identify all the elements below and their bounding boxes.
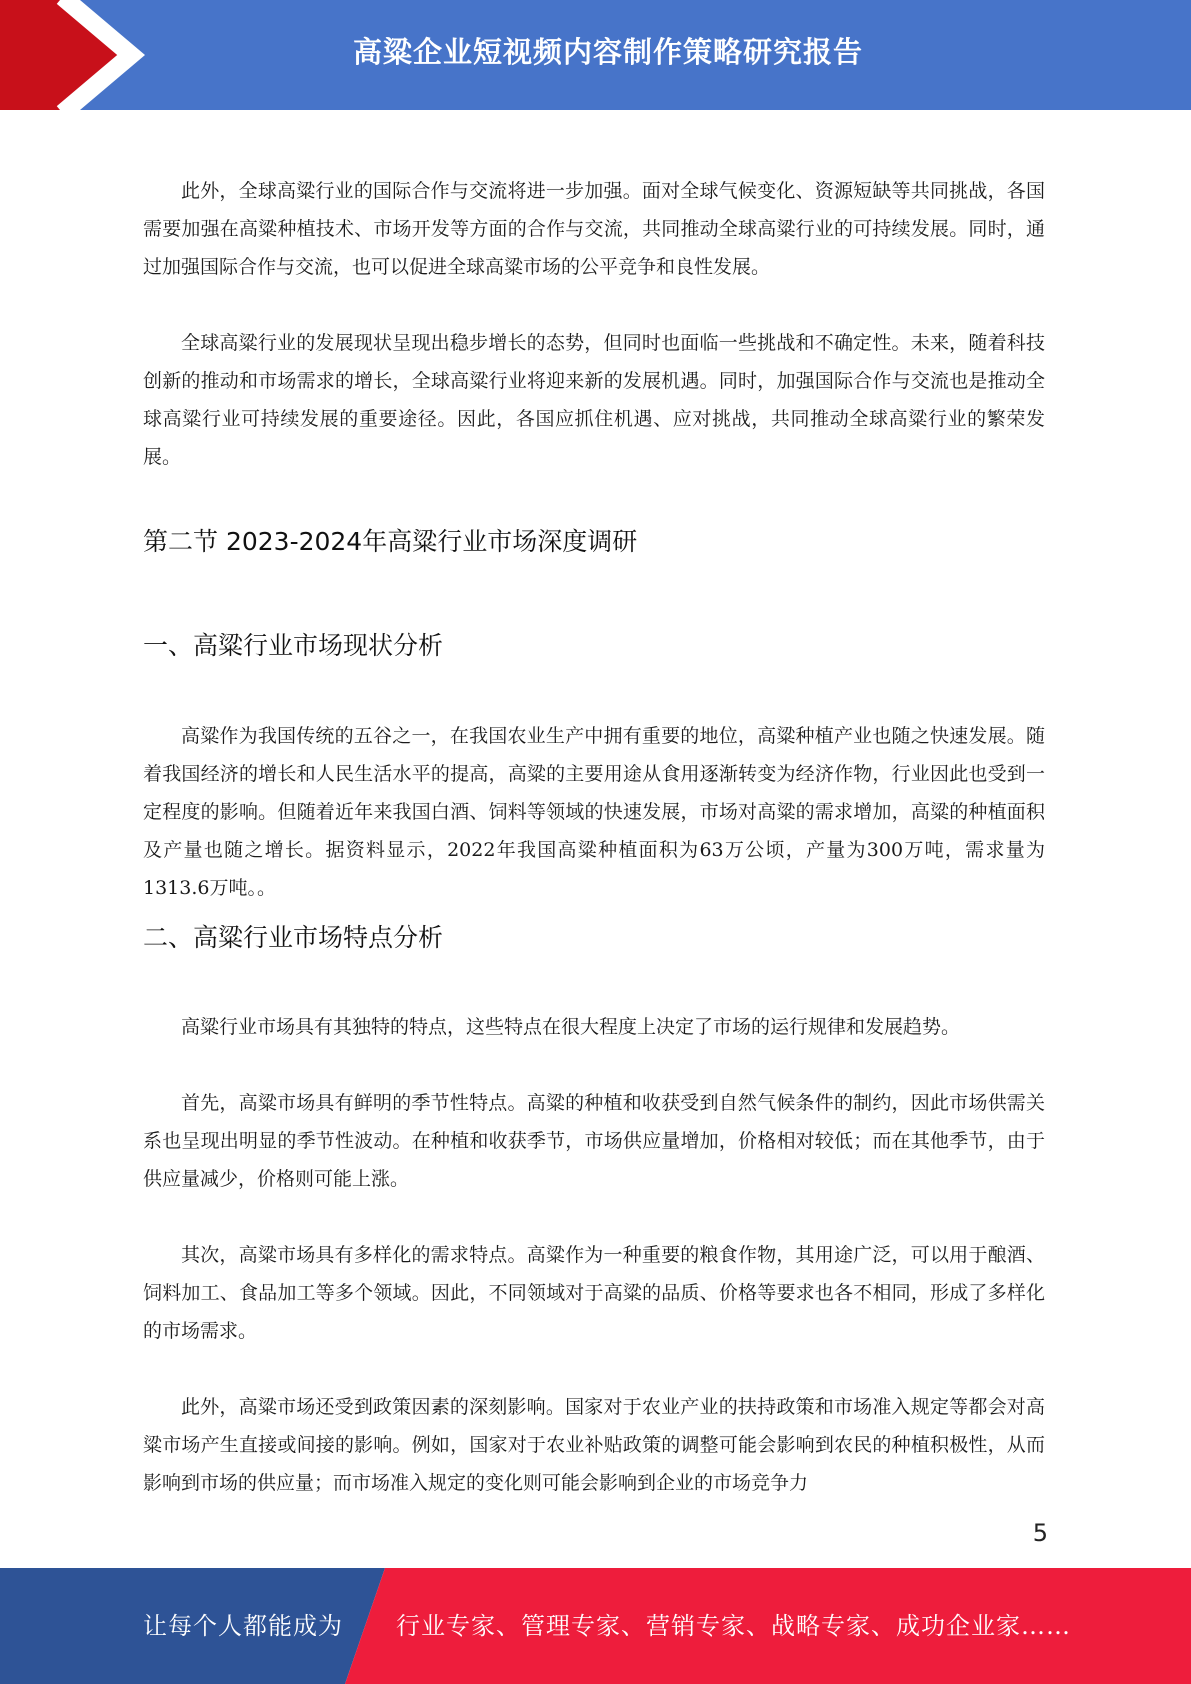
footer-slogan-right: 行业专家、管理专家、营销专家、战略专家、成功企业家…… [396, 1612, 1071, 1640]
page-footer [0, 1568, 1191, 1684]
paragraph-seasonality: 首先，高粱市场具有鲜明的季节性特点。高粱的种植和收获受到自然气候条件的制约，因此市场供需关系也呈现出明显的季节性波动。在种植和收获季节，市场供应量增加，价格相对较低；而在其他季节，由于供应量减少，价格则可能上涨。 [143, 1092, 1045, 1190]
paragraph-international-cooperation: 此外，全球高粱行业的国际合作与交流将进一步加强。面对全球气候变化、资源短缺等共同挑战，各国需要加强在高粱种植技术、市场开发等方面的合作与交流，共同推动全球高粱行业的可持续发展。同时，通过加强国际合作与交流，也可以促进全球高粱市场的公平竞争和良性发展。 [143, 180, 1045, 278]
footer-slogan-left: 让每个人都能成为 [143, 1612, 343, 1640]
report-title: 高粱企业短视频内容制作策略研究报告 [352, 34, 863, 69]
paragraph-policy-influence: 此外，高粱市场还受到政策因素的深刻影响。国家对于农业产业的扶持政策和市场准入规定等都会对高粱市场产生直接或间接的影响。例如，国家对于农业补贴政策的调整可能会影响到农民的种植积极性，从而影响到市场的供应量；而市场准入规定的变化则可能会影响到企业的市场竞争力 [143, 1396, 1045, 1494]
paragraph-global-status: 全球高粱行业的发展现状呈现出稳步增长的态势，但同时也面临一些挑战和不确定性。未来，随着科技创新的推动和市场需求的增长，全球高粱行业将迎来新的发展机遇。同时，加强国际合作与交流也是推动全球高粱行业可持续发展的重要途径。因此，各国应抓住机遇、应对挑战，共同推动全球高粱行业的繁荣发展。 [143, 332, 1045, 468]
paragraph-diverse-demand: 其次，高粱市场具有多样化的需求特点。高粱作为一种重要的粮食作物，其用途广泛，可以用于酿酒、饲料加工、食品加工等多个领域。因此，不同领域对于高粱的品质、价格等要求也各不相同，形成了多样化的市场需求。 [143, 1244, 1045, 1342]
page-header [0, 0, 1191, 110]
subheading-market-status: 一、高粱行业市场现状分析 [143, 631, 444, 660]
section-heading-2: 第二节 2023-2024年高粱行业市场深度调研 [143, 527, 638, 556]
paragraph-market-status: 高粱作为我国传统的五谷之一，在我国农业生产中拥有重要的地位，高粱种植产业也随之快速发展。随着我国经济的增长和人民生活水平的提高，高粱的主要用途从食用逐渐转变为经济作物，行业因此也受到一定程度的影响。但随着近年来我国白酒、饲料等领域的快速发展，市场对高粱的需求增加，高粱的种植面积及产量也随之增长。据资料显示，2022年我国高粱种植面积为63万公顷，产量为300万吨，需求量为1313.6万吨。。 [143, 725, 1045, 899]
paragraph-features-intro: 高粱行业市场具有其独特的特点，这些特点在很大程度上决定了市场的运行规律和发展趋势。 [181, 1016, 961, 1038]
page-number: 5 [1032, 1519, 1048, 1547]
subheading-market-features: 二、高粱行业市场特点分析 [143, 923, 444, 952]
